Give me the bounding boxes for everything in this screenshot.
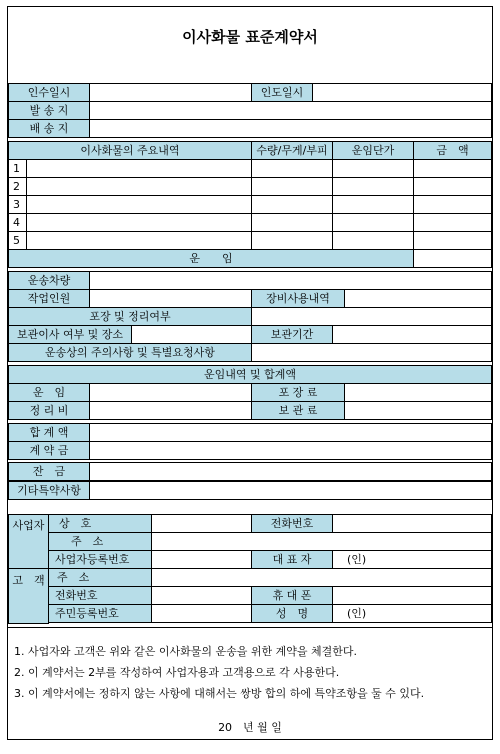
arrange-fee-field[interactable] xyxy=(89,401,252,420)
items-header: 이사화물의 주요내역 xyxy=(8,141,252,160)
customer-id-label: 주민등록번호 xyxy=(48,604,152,623)
customer-phone-field[interactable] xyxy=(151,586,252,605)
business-address-label: 주 소 xyxy=(48,532,152,551)
freight-label: 운 임 xyxy=(8,249,414,268)
storage-fee-field[interactable] xyxy=(344,401,492,420)
cautions-field[interactable] xyxy=(251,343,492,362)
deposit-label: 계 약 금 xyxy=(8,441,90,460)
item-unit-field[interactable] xyxy=(332,177,414,196)
origin-field[interactable] xyxy=(89,101,492,120)
special-terms-field[interactable] xyxy=(89,481,492,500)
contract-sheet xyxy=(7,6,493,740)
notes-list xyxy=(14,641,424,704)
delivery-date-label: 인도일시 xyxy=(251,83,313,102)
qty-header: 수량/무게/부피 xyxy=(251,141,333,160)
origin-label: 발 송 지 xyxy=(8,101,90,120)
item-qty-field[interactable] xyxy=(251,159,333,178)
destination-field[interactable] xyxy=(89,119,492,138)
business-group-label: 사업자 xyxy=(8,514,49,570)
freight-amount-field[interactable] xyxy=(413,249,492,268)
fare-label: 운 임 xyxy=(8,383,90,402)
deposit-field[interactable] xyxy=(89,441,492,460)
customer-group-label: 고 객 xyxy=(8,568,49,624)
item-amount-field[interactable] xyxy=(413,177,492,196)
equipment-label: 장비사용내역 xyxy=(251,289,345,308)
item-amount-field[interactable] xyxy=(413,159,492,178)
item-qty-field[interactable] xyxy=(251,177,333,196)
special-terms-label: 기타특약사항 xyxy=(8,481,90,500)
receive-date-field[interactable] xyxy=(89,83,252,102)
customer-mobile-label: 휴 대 폰 xyxy=(251,586,333,605)
destination-label: 배 송 지 xyxy=(8,119,90,138)
customer-address-label: 주 소 xyxy=(48,568,152,587)
item-number: 2 xyxy=(8,177,27,196)
equipment-field[interactable] xyxy=(344,289,492,308)
amount-header: 금 액 xyxy=(413,141,492,160)
business-phone-field[interactable] xyxy=(332,514,492,533)
note-item: 1. 사업자와 고객은 위와 같은 이사화물의 운송을 위한 계약을 체결한다. xyxy=(14,645,357,658)
totals-header: 운임내역 및 합계액 xyxy=(8,365,492,384)
packing-fee-label: 포 장 료 xyxy=(251,383,345,402)
business-phone-label: 전화번호 xyxy=(251,514,333,533)
item-number: 5 xyxy=(8,231,27,250)
fare-field[interactable] xyxy=(89,383,252,402)
storage-label: 보관이사 여부 및 장소 xyxy=(8,325,132,344)
storage-fee-label: 보 관 료 xyxy=(251,401,345,420)
business-rep-seal: (인) xyxy=(332,550,492,569)
cautions-label: 운송상의 주의사항 및 특별요청사항 xyxy=(8,343,252,362)
packing-field[interactable] xyxy=(251,307,492,326)
item-qty-field[interactable] xyxy=(251,195,333,214)
item-unit-field[interactable] xyxy=(332,231,414,250)
customer-mobile-field[interactable] xyxy=(332,586,492,605)
customer-address-field[interactable] xyxy=(151,568,492,587)
customer-name-label: 성 명 xyxy=(251,604,333,623)
item-number: 1 xyxy=(8,159,27,178)
storage-field[interactable] xyxy=(131,325,252,344)
item-qty-field[interactable] xyxy=(251,231,333,250)
receive-date-label: 인수일시 xyxy=(8,83,90,102)
item-amount-field[interactable] xyxy=(413,195,492,214)
balance-field[interactable] xyxy=(89,462,492,481)
item-unit-field[interactable] xyxy=(332,195,414,214)
item-number: 4 xyxy=(8,213,27,232)
note-item: 2. 이 계약서는 2부를 작성하여 사업자용과 고객용으로 각 사용한다. xyxy=(14,666,340,679)
item-amount-field[interactable] xyxy=(413,231,492,250)
unit-price-header: 운임단가 xyxy=(332,141,414,160)
business-regno-field[interactable] xyxy=(151,550,252,569)
vehicle-field[interactable] xyxy=(89,271,492,290)
item-desc-field[interactable] xyxy=(26,231,252,250)
arrange-fee-label: 정 리 비 xyxy=(8,401,90,420)
total-label: 합 계 액 xyxy=(8,423,90,442)
item-number: 3 xyxy=(8,195,27,214)
business-name-label: 상 호 xyxy=(48,514,152,533)
item-desc-field[interactable] xyxy=(26,195,252,214)
item-unit-field[interactable] xyxy=(332,213,414,232)
item-desc-field[interactable] xyxy=(26,177,252,196)
vehicle-label: 운송차량 xyxy=(8,271,90,290)
delivery-date-field[interactable] xyxy=(312,83,492,102)
business-name-field[interactable] xyxy=(151,514,252,533)
workers-label: 작업인원 xyxy=(8,289,90,308)
item-unit-field[interactable] xyxy=(332,159,414,178)
balance-label: 잔 금 xyxy=(8,462,90,481)
workers-field[interactable] xyxy=(89,289,252,308)
document-title: 이사화물 표준계약서 xyxy=(182,27,318,46)
business-address-field[interactable] xyxy=(151,532,492,551)
note-item: 3. 이 계약서에는 정하지 않는 사항에 대해서는 쌍방 합의 하에 특약조항을 둘 수 있다. xyxy=(14,687,425,700)
total-field[interactable] xyxy=(89,423,492,442)
notes-divider xyxy=(8,627,492,628)
date-line: 20 년 월 일 xyxy=(218,721,282,734)
item-qty-field[interactable] xyxy=(251,213,333,232)
customer-id-field[interactable] xyxy=(151,604,252,623)
storage-period-label: 보관기간 xyxy=(251,325,333,344)
item-amount-field[interactable] xyxy=(413,213,492,232)
packing-fee-field[interactable] xyxy=(344,383,492,402)
customer-seal: (인) xyxy=(332,604,492,623)
item-desc-field[interactable] xyxy=(26,159,252,178)
storage-period-field[interactable] xyxy=(332,325,492,344)
packing-label: 포장 및 정리여부 xyxy=(8,307,252,326)
business-regno-label: 사업자등록번호 xyxy=(48,550,152,569)
business-rep-label: 대 표 자 xyxy=(251,550,333,569)
customer-phone-label: 전화번호 xyxy=(48,586,152,605)
item-desc-field[interactable] xyxy=(26,213,252,232)
